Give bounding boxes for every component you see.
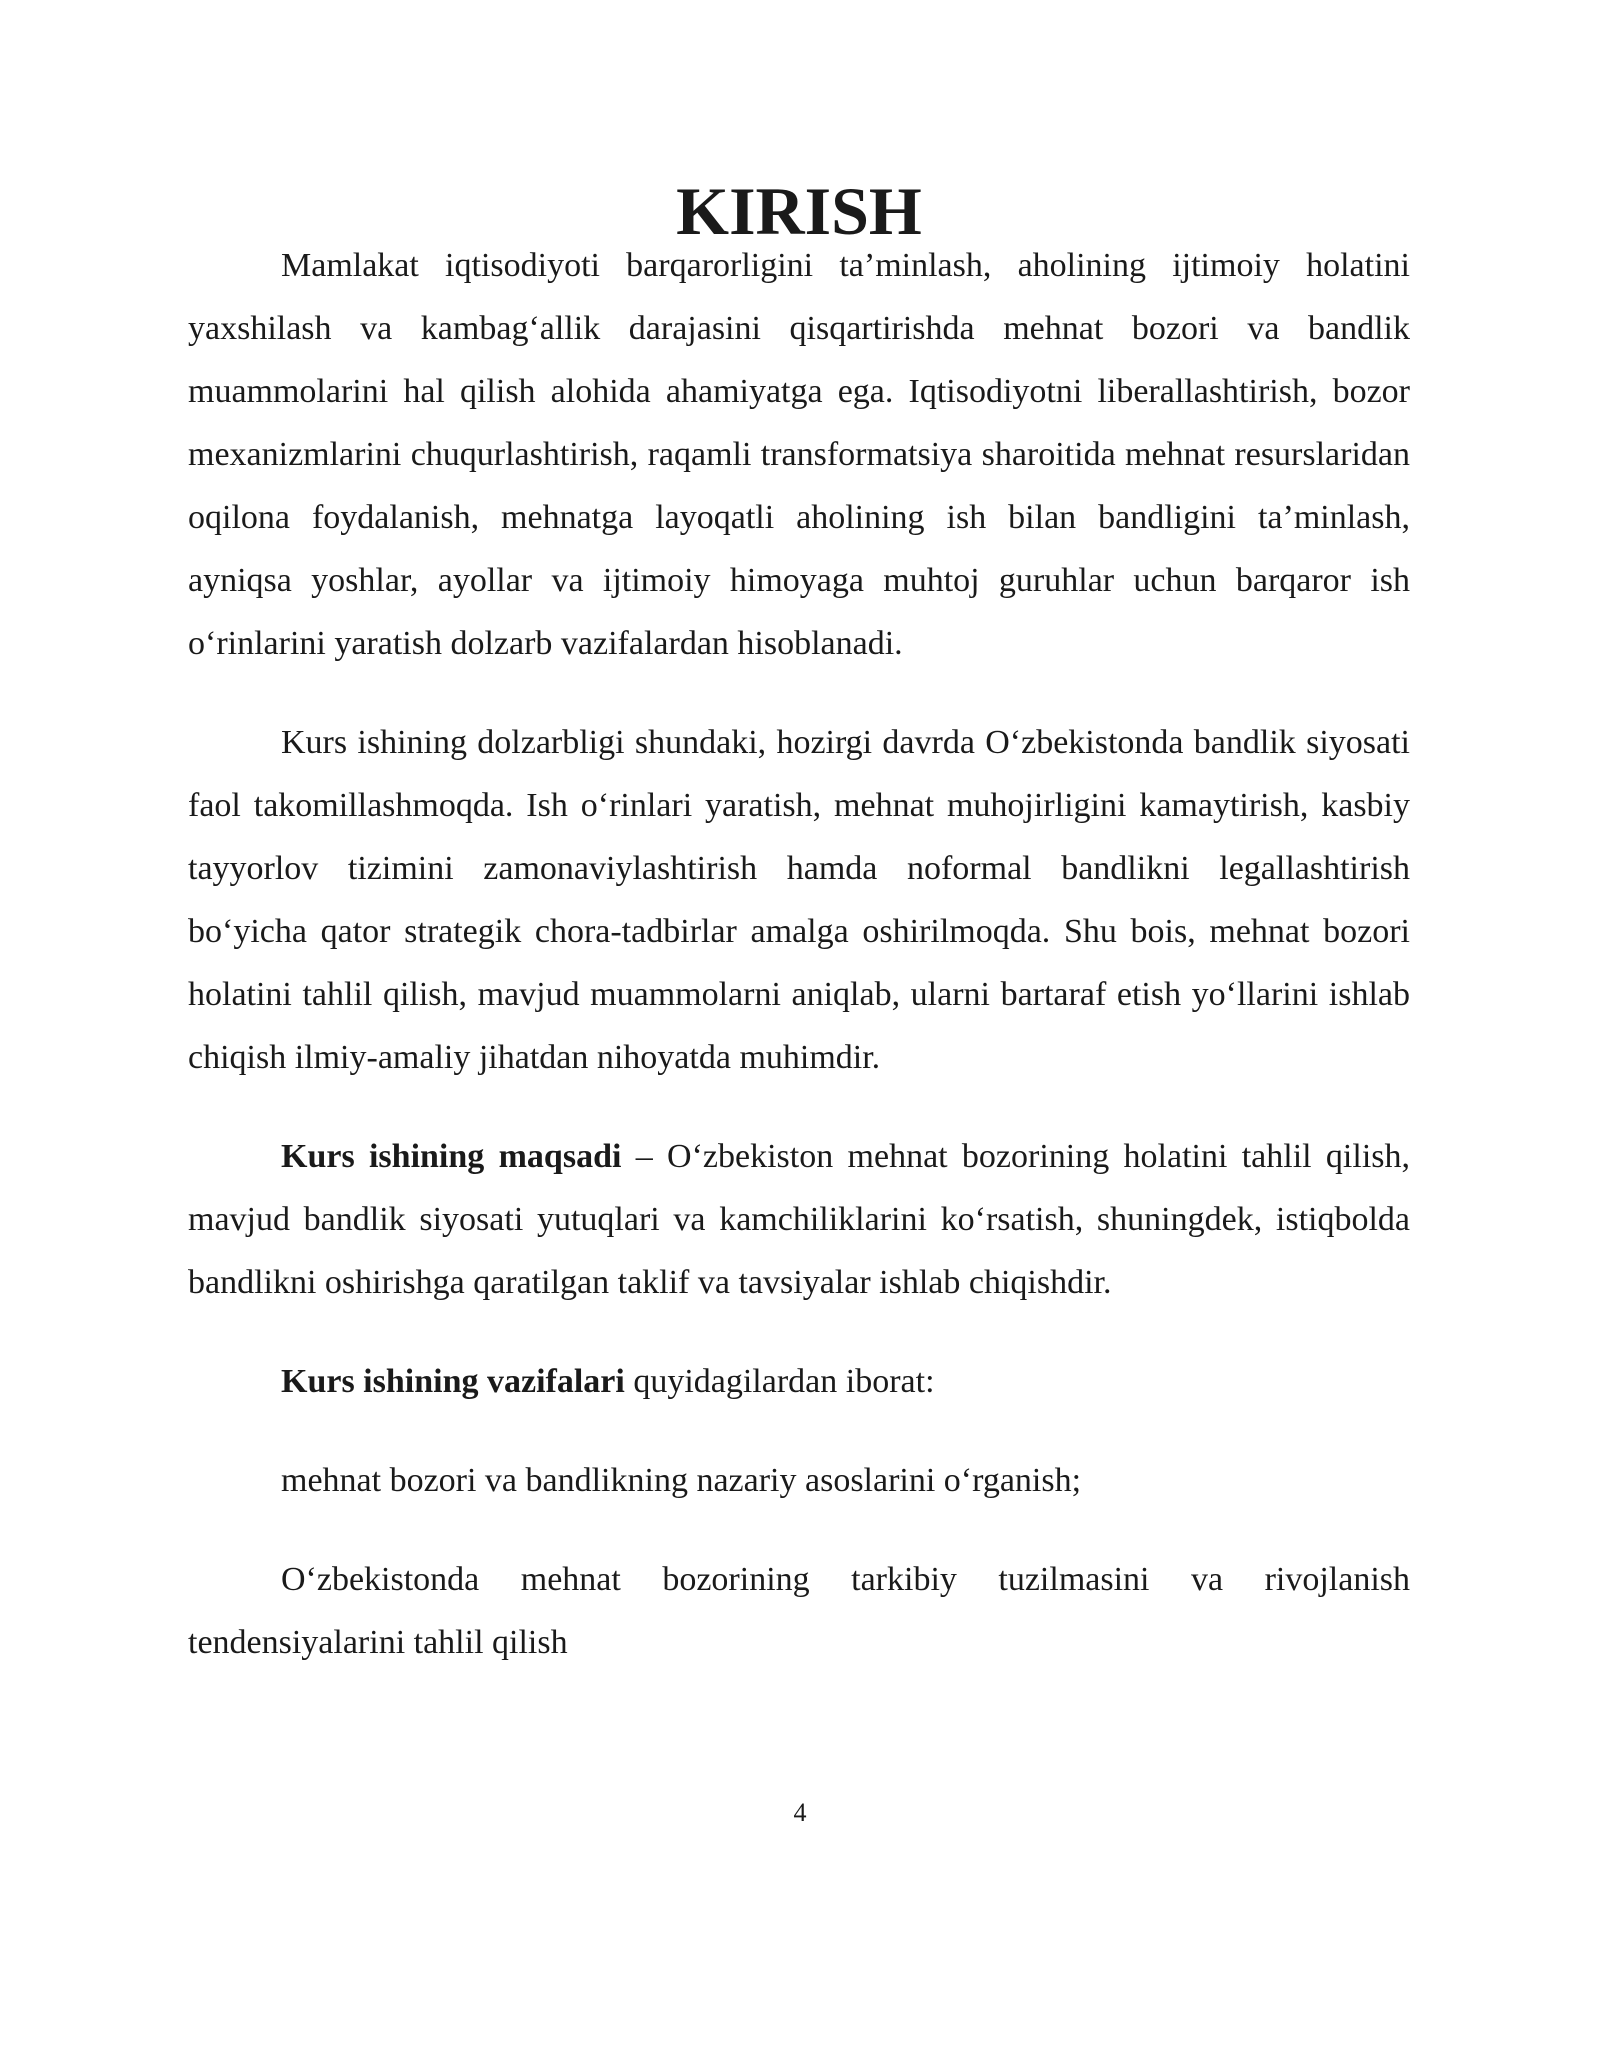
page-content — [188, 173, 1410, 1674]
page-number: 4 — [793, 1798, 807, 1827]
tasks-text: quyidagilardan iborat: — [624, 1363, 935, 1400]
task-item-1: mehnat bozori va bandlikning nazariy asoslarini o‘rganish; — [281, 1462, 1082, 1499]
goal-text: – O‘zbekiston mehnat bozorining holatini tahlil qilish, mavjud bandlik siyosati yutuqlari va kamchiliklarini ko‘rsatish, shuningdek, istiqbolda bandlikni oshirishga qaratilgan taklif va tavsiyalar ishlab chiqishdir. — [188, 1138, 1410, 1301]
section-title: KIRISH — [676, 173, 922, 249]
tasks-heading: Kurs ishining vazifalari — [281, 1363, 625, 1400]
goal-heading: Kurs ishining maqsadi — [281, 1138, 622, 1175]
task-item-2: O‘zbekistonda mehnat bozorining tarkibiy tuzilmasini va rivojlanish tendensiyalarini tahlil qilish — [188, 1561, 1410, 1661]
paragraph-tasks — [188, 1350, 1410, 1413]
paragraph-goal — [188, 1125, 1410, 1314]
paragraph-intro: Mamlakat iqtisodiyoti barqarorligini ta’minlash, aholining ijtimoiy holatini yaxshilash va kambag‘allik darajasini qisqartirishda mehnat bozori va bandlik muammolarini hal qilish alohida ahamiyatga ega. Iqtisodiyotni liberallashtirish, bozor mexanizmlarini chuqurlashtirish, raqamli transformatsiya sharoitida mehnat resurslaridan oqilona foydalanish, mehnatga layoqatli aholining ish bilan bandligini ta’minlash, ayniqsa yoshlar, ayollar va ijtimoiy himoyaga muhtoj guruhlar uchun barqaror ish o‘rinlarini yaratish dolzarb vazifalardan hisoblanadi. — [188, 247, 1410, 662]
paragraph-relevance: Kurs ishining dolzarbligi shundaki, hozirgi davrda O‘zbekistonda bandlik siyosati faol takomillashmoqda. Ish o‘rinlari yaratish, mehnat muhojirligini kamaytirish, kasbiy tayyorlov tizimini zamonaviylashtirish hamda noformal bandlikni legallashtirish bo‘yicha qator strategik chora-tadbirlar amalga oshirilmoqda. Shu bois, mehnat bozori holatini tahlil qilish, mavjud muammolarni aniqlab, ularni bartaraf etish yo‘llarini ishlab chiqish ilmiy-amaliy jihatdan nihoyatda muhimdir. — [188, 724, 1410, 1076]
